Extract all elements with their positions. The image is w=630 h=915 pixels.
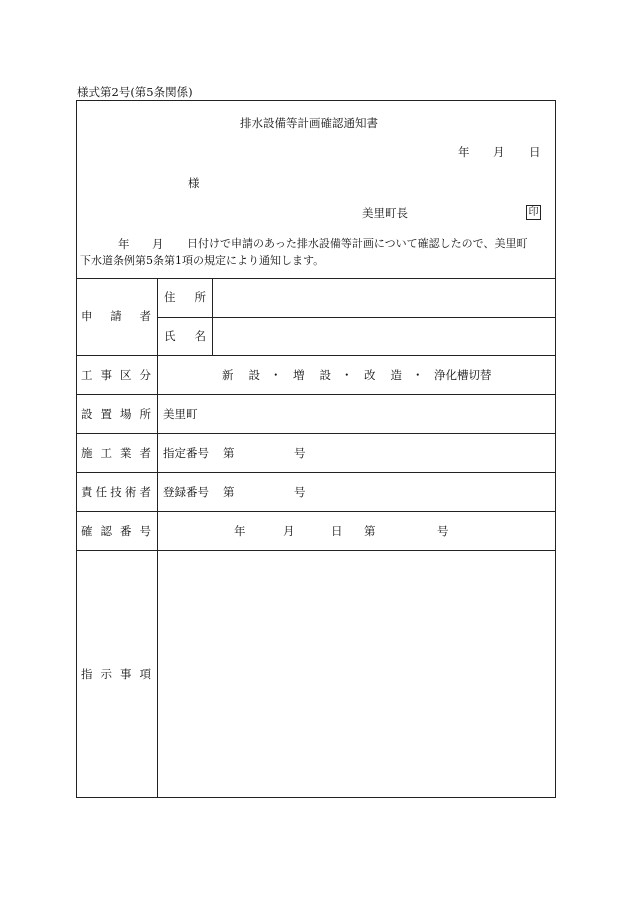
date-day: 日 xyxy=(529,145,541,159)
name-label: 氏 名 xyxy=(164,329,206,343)
work-type-separator: ・ xyxy=(412,368,424,382)
date-year: 年 xyxy=(458,145,470,159)
confirmation-month: 月 xyxy=(283,524,295,538)
location-label: 設 置 場 所 xyxy=(81,407,151,421)
row-divider xyxy=(76,550,556,551)
row-divider xyxy=(76,278,556,279)
contractor-go: 号 xyxy=(294,446,306,460)
engineer-label: 責 任 技 術 者 xyxy=(81,485,151,499)
body-year: 年 xyxy=(118,237,130,251)
body-line-2: 下水道条例第5条第1項の規定により通知します。 xyxy=(80,254,325,267)
body-line-1: 日付けで申請のあった排水設備等計画について確認したので、美里町 xyxy=(187,237,528,250)
work-type-option-new: 新 設 xyxy=(222,368,260,382)
contractor-label: 施 工 業 者 xyxy=(81,446,151,460)
seal-mark: 印 xyxy=(526,205,541,220)
applicant-label: 申 請 者 xyxy=(81,309,151,323)
row-divider xyxy=(76,355,556,356)
registration-number-label: 登録番号 xyxy=(163,485,209,499)
instructions-label: 指 示 事 項 xyxy=(81,667,151,681)
row-divider xyxy=(76,472,556,473)
designation-number-label: 指定番号 xyxy=(163,446,209,460)
form-number-label: 様式第2号(第5条関係) xyxy=(77,85,193,99)
work-type-separator: ・ xyxy=(341,368,353,382)
engineer-go: 号 xyxy=(294,485,306,499)
confirmation-year: 年 xyxy=(234,524,246,538)
confirmation-day: 日 xyxy=(331,524,343,538)
work-type-label: 工 事 区 分 xyxy=(81,368,151,382)
column-divider xyxy=(212,278,213,355)
row-divider xyxy=(76,433,556,434)
work-type-option-expand: 増 設 xyxy=(293,368,331,382)
issuer-name: 美里町長 xyxy=(362,206,408,220)
row-divider xyxy=(76,511,556,512)
confirmation-number-label: 確 認 番 号 xyxy=(81,524,151,538)
confirmation-go: 号 xyxy=(437,524,449,538)
work-type-separator: ・ xyxy=(270,368,282,382)
date-month: 月 xyxy=(493,145,505,159)
address-label: 住 所 xyxy=(164,290,206,304)
addressee-suffix: 様 xyxy=(188,176,200,190)
row-divider xyxy=(76,394,556,395)
location-value: 美里町 xyxy=(163,407,198,421)
confirmation-dai: 第 xyxy=(364,524,376,538)
document-title: 排水設備等計画確認通知書 xyxy=(240,116,378,130)
body-month: 月 xyxy=(152,237,164,251)
work-type-option-modify: 改 造 xyxy=(364,368,402,382)
work-type-option-septic-switch: 浄化槽切替 xyxy=(434,368,492,382)
row-divider xyxy=(157,317,556,318)
contractor-dai: 第 xyxy=(223,446,235,460)
engineer-dai: 第 xyxy=(223,485,235,499)
column-divider xyxy=(157,278,158,798)
